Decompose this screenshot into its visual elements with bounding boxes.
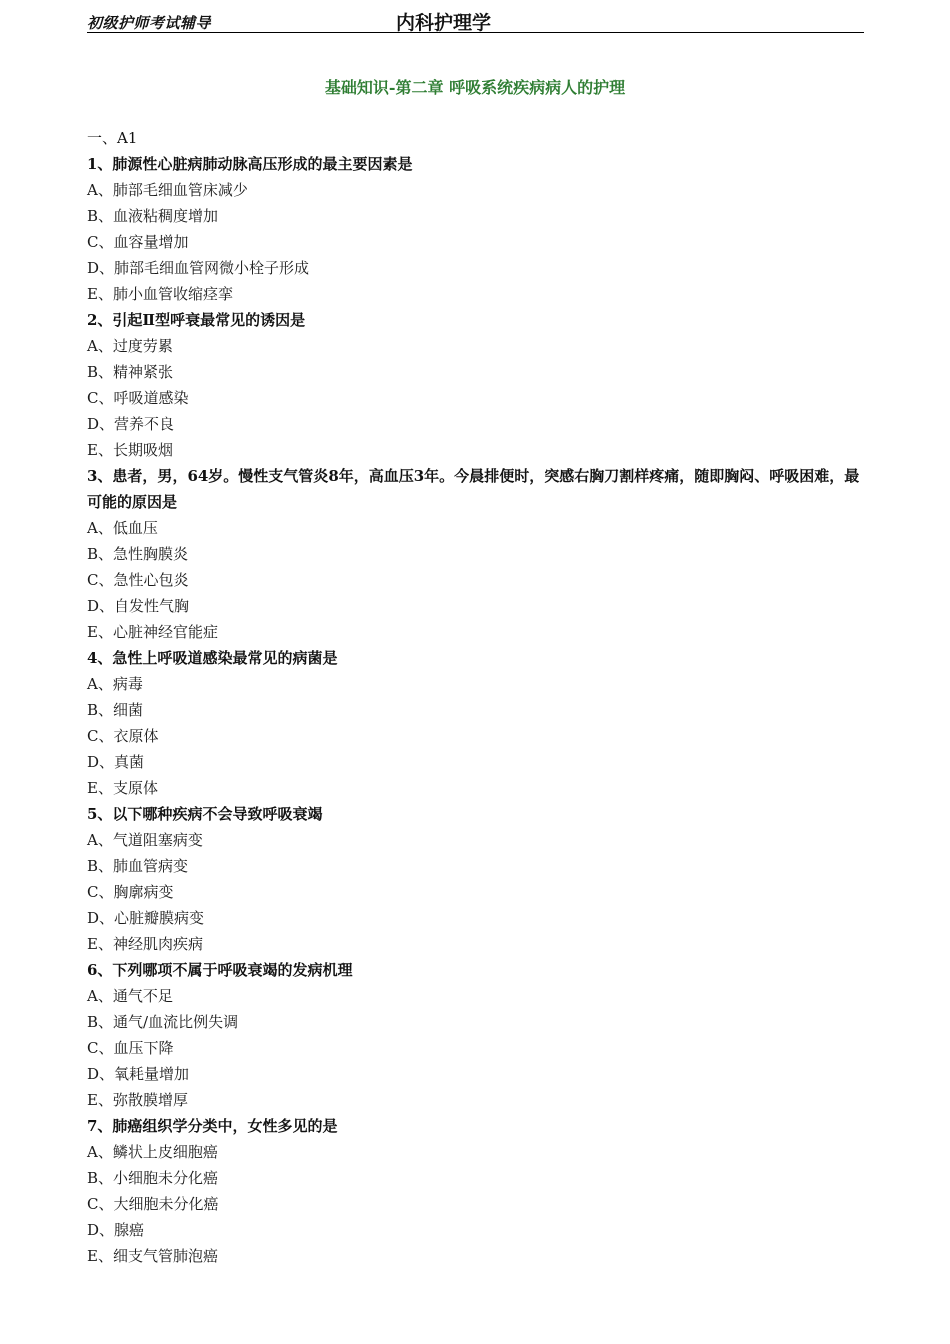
- question-block: [87, 957, 867, 1113]
- answer-option: E、细支气管肺泡癌: [87, 1247, 218, 1265]
- answer-option: B、小细胞未分化癌: [87, 1169, 219, 1187]
- question-text: 3、患者，男，64岁。慢性支气管炎8年，高血压3年。今晨排便时，突感右胸刀割样疼痛，随即胸闷、呼吸困难，最可能的原因是: [87, 467, 860, 511]
- answer-option: D、肺部毛细血管网微小栓子形成: [87, 259, 310, 277]
- answer-option: E、肺小血管收缩痉挛: [87, 285, 233, 303]
- answer-option: C、胸廓病变: [87, 883, 174, 901]
- question-block: [87, 801, 867, 957]
- answer-option: B、精神紧张: [87, 363, 174, 381]
- question-text: 1、肺源性心脏病肺动脉高压形成的最主要因素是: [87, 155, 413, 173]
- answer-option: B、血液粘稠度增加: [87, 207, 219, 225]
- question-text: 5、以下哪种疾病不会导致呼吸衰竭: [87, 805, 323, 823]
- answer-option: A、过度劳累: [87, 337, 173, 355]
- answer-option: C、血压下降: [87, 1039, 174, 1057]
- question-text: 4、急性上呼吸道感染最常见的病菌是: [87, 649, 338, 667]
- question-list: [87, 125, 867, 1269]
- answer-option: A、通气不足: [87, 987, 173, 1005]
- question-block: [87, 463, 867, 645]
- answer-option: B、肺血管病变: [87, 857, 189, 875]
- answer-option: A、鳞状上皮细胞癌: [87, 1143, 218, 1161]
- answer-option: C、急性心包炎: [87, 571, 189, 589]
- answer-option: A、病毒: [87, 675, 143, 693]
- page-header: [87, 8, 864, 33]
- question-text: 7、肺癌组织学分类中，女性多见的是: [87, 1117, 338, 1135]
- answer-option: D、自发性气胸: [87, 597, 190, 615]
- answer-option: B、细菌: [87, 701, 144, 719]
- question-block: [87, 645, 867, 801]
- answer-option: A、低血压: [87, 519, 158, 537]
- answer-option: E、长期吸烟: [87, 441, 173, 459]
- header-course-name: 初级护师考试辅导: [87, 14, 212, 32]
- answer-option: E、心脏神经官能症: [87, 623, 218, 641]
- answer-option: C、大细胞未分化癌: [87, 1195, 219, 1213]
- answer-option: B、急性胸膜炎: [87, 545, 189, 563]
- answer-option: A、肺部毛细血管床减少: [87, 181, 248, 199]
- answer-option: D、真菌: [87, 753, 145, 771]
- section-label: 一、A1: [87, 129, 138, 147]
- answer-option: C、血容量增加: [87, 233, 189, 251]
- answer-option: C、呼吸道感染: [87, 389, 189, 407]
- chapter-title: 基础知识-第二章 呼吸系统疾病病人的护理: [324, 78, 626, 97]
- answer-option: E、弥散膜增厚: [87, 1091, 188, 1109]
- answer-option: C、衣原体: [87, 727, 159, 745]
- question-block: [87, 307, 867, 463]
- answer-option: D、心脏瓣膜病变: [87, 909, 205, 927]
- answer-option: A、气道阻塞病变: [87, 831, 203, 849]
- answer-option: E、支原体: [87, 779, 158, 797]
- answer-option: B、通气/血流比例失调: [87, 1013, 239, 1031]
- answer-option: D、氧耗量增加: [87, 1065, 190, 1083]
- question-text: 2、引起Ⅱ型呼衰最常见的诱因是: [87, 311, 306, 329]
- answer-option: D、营养不良: [87, 415, 175, 433]
- answer-option: D、腺癌: [87, 1221, 145, 1239]
- question-block: [87, 151, 867, 307]
- header-subject: 内科护理学: [396, 12, 492, 34]
- answer-option: E、神经肌肉疾病: [87, 935, 203, 953]
- question-text: 6、下列哪项不属于呼吸衰竭的发病机理: [87, 961, 353, 979]
- question-block: [87, 1113, 867, 1269]
